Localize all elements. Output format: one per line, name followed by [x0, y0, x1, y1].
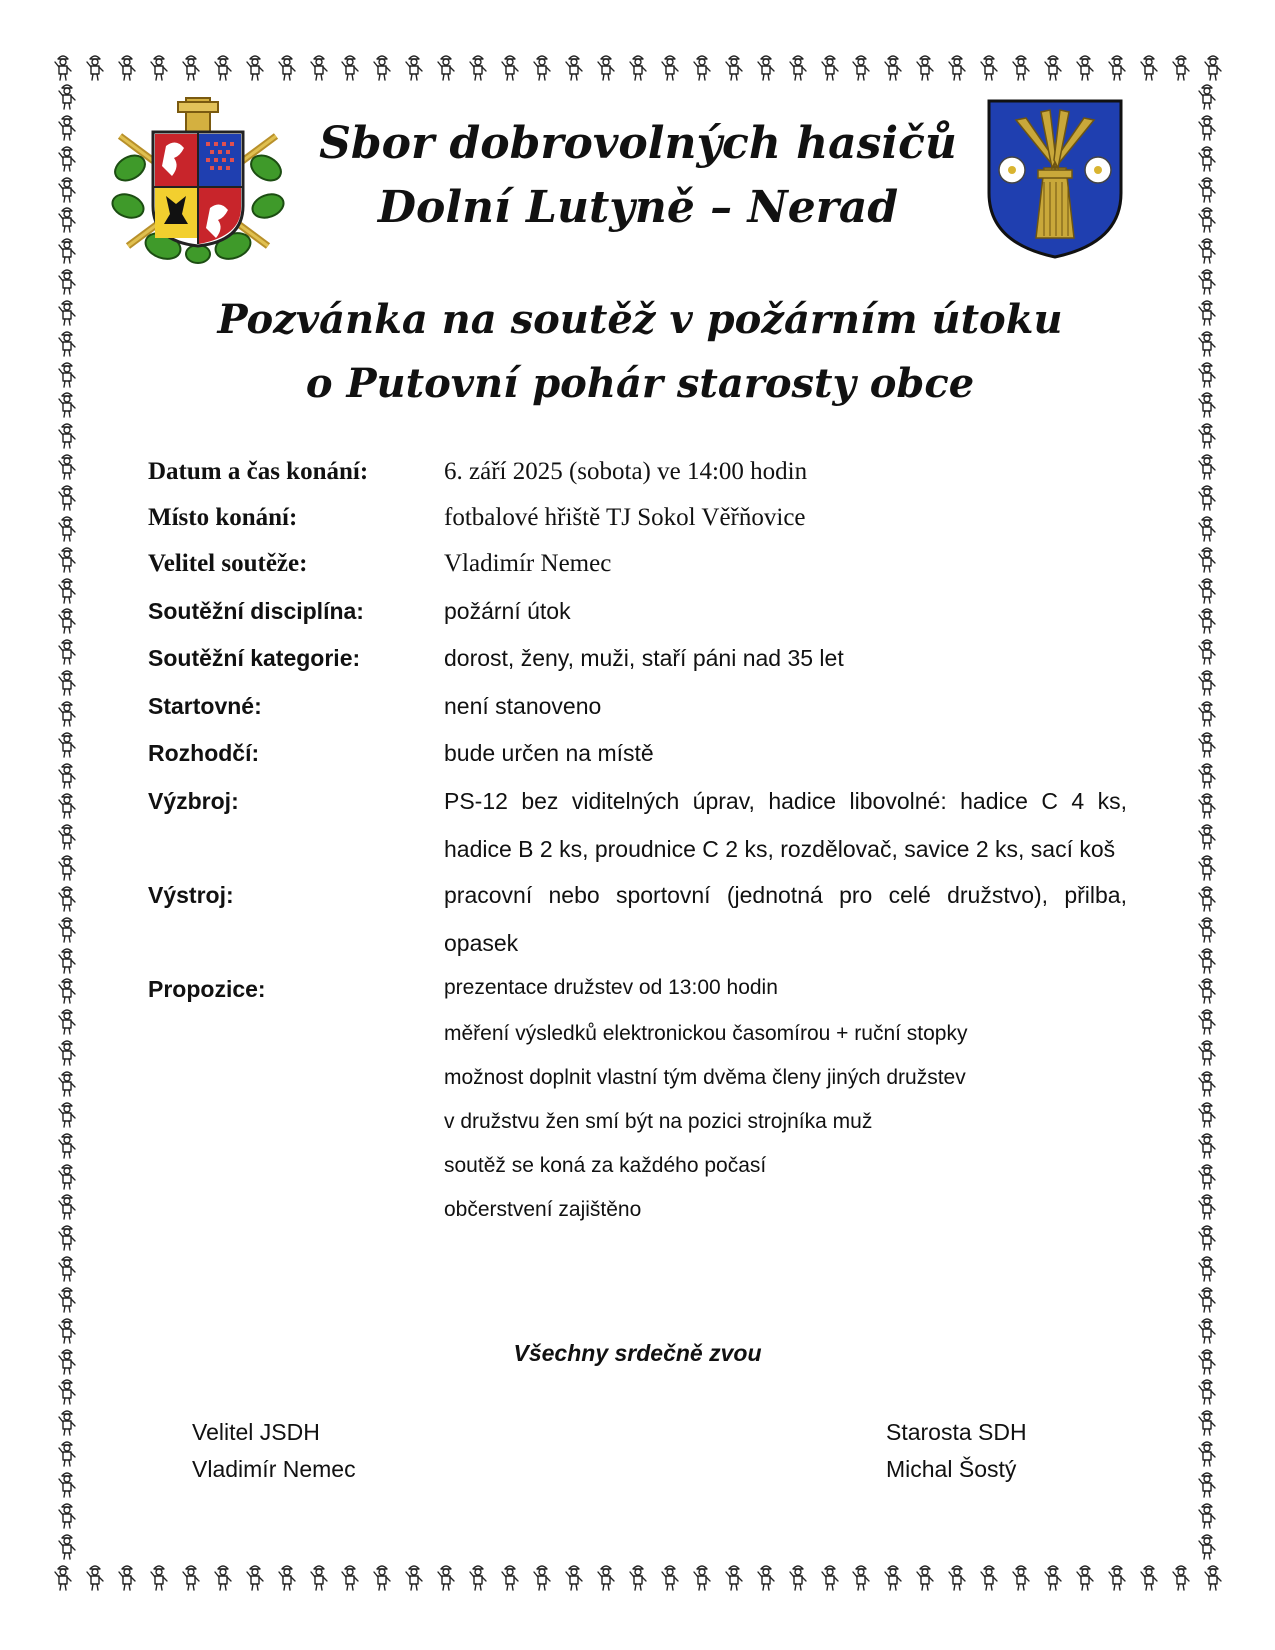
firefighter-figure-icon [1196, 1131, 1218, 1159]
firefighter-figure-icon [1196, 1162, 1218, 1190]
firefighter-figure-icon [1196, 668, 1218, 696]
firefighter-figure-icon [56, 1470, 78, 1498]
firefighter-figure-icon [978, 1563, 1000, 1591]
firefighter-figure-icon [1196, 791, 1218, 819]
firefighter-figure-icon [56, 236, 78, 264]
firefighter-figure-icon [371, 53, 393, 81]
firefighter-figure-icon [1196, 730, 1218, 758]
detail-label: Propozice: [148, 976, 266, 1002]
invitation-title-line1: Pozvánka na soutěž v požárním útoku [217, 296, 1063, 343]
detail-value: Vladimír Nemec [444, 550, 612, 577]
firefighter-figure-icon [1138, 1563, 1160, 1591]
firefighter-figure-icon [84, 53, 106, 81]
firefighter-figure-icon [52, 1563, 74, 1591]
firefighter-figure-icon [56, 82, 78, 110]
firefighter-figure-icon [1196, 1223, 1218, 1251]
firefighter-figure-icon [1196, 915, 1218, 943]
firefighter-figure-icon [1196, 298, 1218, 326]
firefighter-figure-icon [56, 1100, 78, 1128]
detail-value-line2: opasek [444, 930, 519, 956]
border-left [50, 82, 84, 1560]
firefighter-figure-icon [1196, 1192, 1218, 1220]
firefighter-figure-icon [84, 1563, 106, 1591]
firefighter-figure-icon [595, 1563, 617, 1591]
firefighter-figure-icon [1196, 1532, 1218, 1560]
firefighter-figure-icon [659, 1563, 681, 1591]
signature-name: Michal Šostý [886, 1456, 1017, 1482]
firefighter-figure-icon [56, 329, 78, 357]
firefighter-figure-icon [787, 53, 809, 81]
firefighter-figure-icon [1196, 144, 1218, 172]
firefighter-figure-icon [56, 606, 78, 634]
firefighter-figure-icon [1196, 267, 1218, 295]
firefighter-figure-icon [499, 53, 521, 81]
detail-value-line1: pracovní nebo sportovní (jednotná pro celé družstvo), přilba, [444, 882, 1127, 908]
firefighter-figure-icon [1202, 1563, 1224, 1591]
firefighter-figure-icon [403, 53, 425, 81]
invitation-title [190, 288, 1090, 416]
firefighter-figure-icon [56, 1069, 78, 1097]
firefighter-figure-icon [914, 1563, 936, 1591]
firefighter-figure-icon [56, 205, 78, 233]
firefighter-figure-icon [1196, 545, 1218, 573]
firefighter-figure-icon [946, 1563, 968, 1591]
firefighter-figure-icon [56, 791, 78, 819]
firefighter-figure-icon [1196, 390, 1218, 418]
closing-invitation: Všechny srdečně zvou [513, 1340, 762, 1366]
firefighter-figure-icon [56, 915, 78, 943]
organization-name: Sbor dobrovolných hasičů [319, 118, 957, 169]
proposition-text: soutěž se koná za každého počasí [444, 1154, 767, 1177]
firefighter-figure-icon [148, 53, 170, 81]
firefighter-figure-icon [371, 1563, 393, 1591]
firefighter-figure-icon [1170, 1563, 1192, 1591]
firefighter-figure-icon [1196, 822, 1218, 850]
detail-label: Startovné: [148, 693, 262, 719]
firefighter-figure-icon [1196, 236, 1218, 264]
firefighter-figure-icon [1196, 1408, 1218, 1436]
firefighter-figure-icon [882, 1563, 904, 1591]
firefighter-figure-icon [56, 452, 78, 480]
invitation-title-line2: o Putovní pohár starosty obce [305, 360, 975, 407]
firefighter-figure-icon [627, 53, 649, 81]
firefighter-figure-icon [56, 267, 78, 295]
firefighter-figure-icon [1196, 761, 1218, 789]
firefighter-figure-icon [1196, 1501, 1218, 1529]
firefighter-figure-icon [1138, 53, 1160, 81]
organization-header [300, 112, 976, 240]
firefighter-figure-icon [563, 1563, 585, 1591]
firefighter-figure-icon [1196, 1377, 1218, 1405]
firefighter-figure-icon [1106, 53, 1128, 81]
firefighter-figure-icon [499, 1563, 521, 1591]
firefighter-figure-icon [1196, 1254, 1218, 1282]
firefighter-figure-icon [467, 53, 489, 81]
proposition-text: měření výsledků elektronickou časomírou + ruční stopky [444, 1022, 968, 1045]
firefighter-figure-icon [56, 576, 78, 604]
firefighter-figure-icon [755, 53, 777, 81]
firefighter-figure-icon [1010, 53, 1032, 81]
proposition-text: občerstvení zajištěno [444, 1198, 642, 1221]
firefighter-figure-icon [819, 53, 841, 81]
firefighter-figure-icon [56, 545, 78, 573]
firefighter-figure-icon [56, 761, 78, 789]
firefighter-figure-icon [339, 1563, 361, 1591]
firefighter-figure-icon [56, 1038, 78, 1066]
firefighter-figure-icon [403, 1563, 425, 1591]
firefighter-figure-icon [1196, 976, 1218, 1004]
detail-value: 6. září 2025 (sobota) ve 14:00 hodin [444, 458, 808, 485]
firefighter-figure-icon [56, 699, 78, 727]
firefighter-figure-icon [531, 53, 553, 81]
detail-value: dorost, ženy, muži, staří páni nad 35 let [444, 645, 844, 671]
firefighter-figure-icon [1196, 1470, 1218, 1498]
firefighter-figure-icon [1196, 514, 1218, 542]
firefighter-figure-icon [56, 514, 78, 542]
firefighter-figure-icon [276, 1563, 298, 1591]
firefighter-figure-icon [467, 1563, 489, 1591]
firefighter-figure-icon [56, 421, 78, 449]
border-top [52, 50, 1224, 84]
firefighter-figure-icon [56, 144, 78, 172]
firefighter-figure-icon [308, 1563, 330, 1591]
firefighter-figure-icon [1074, 1563, 1096, 1591]
detail-value: není stanoveno [444, 693, 602, 719]
firefighter-figure-icon [56, 730, 78, 758]
firefighter-figure-icon [1196, 483, 1218, 511]
firefighter-figure-icon [56, 976, 78, 1004]
firefighter-figure-icon [723, 53, 745, 81]
firefighter-figure-icon [56, 1439, 78, 1467]
firefighter-figure-icon [56, 1408, 78, 1436]
firefighter-figure-icon [1074, 53, 1096, 81]
detail-label: Velitel soutěže: [148, 550, 308, 577]
firefighter-figure-icon [180, 1563, 202, 1591]
firefighter-figure-icon [1196, 1100, 1218, 1128]
firefighter-figure-icon [1170, 53, 1192, 81]
firefighter-figure-icon [56, 1532, 78, 1560]
firefighter-figure-icon [1196, 606, 1218, 634]
firefighter-figure-icon [1196, 1285, 1218, 1313]
firefighter-figure-icon [56, 1007, 78, 1035]
firefighter-figure-icon [56, 1162, 78, 1190]
firefighter-figure-icon [1106, 1563, 1128, 1591]
firefighter-figure-icon [56, 298, 78, 326]
firefighter-figure-icon [339, 53, 361, 81]
firefighter-figure-icon [308, 53, 330, 81]
firefighter-figure-icon [563, 53, 585, 81]
firefighter-figure-icon [56, 1285, 78, 1313]
detail-label: Soutěžní kategorie: [148, 645, 361, 671]
firefighter-figure-icon [1196, 884, 1218, 912]
firefighter-figure-icon [56, 1131, 78, 1159]
firefighter-figure-icon [1196, 699, 1218, 727]
firefighter-figure-icon [723, 1563, 745, 1591]
firefighter-figure-icon [148, 1563, 170, 1591]
firefighter-figure-icon [691, 53, 713, 81]
firefighter-figure-icon [56, 390, 78, 418]
firefighter-figure-icon [850, 53, 872, 81]
firefighter-figure-icon [56, 1254, 78, 1282]
firefighter-figure-icon [56, 946, 78, 974]
firefighter-figure-icon [435, 1563, 457, 1591]
firefighter-figure-icon [52, 53, 74, 81]
firefighter-figure-icon [1196, 1069, 1218, 1097]
firefighter-figure-icon [244, 53, 266, 81]
firefighter-figure-icon [1196, 175, 1218, 203]
detail-label: Datum a čas konání: [148, 458, 369, 485]
detail-value: bude určen na místě [444, 740, 654, 766]
detail-value: fotbalové hřiště TJ Sokol Věřňovice [444, 504, 806, 531]
firefighter-figure-icon [180, 53, 202, 81]
firefighter-figure-icon [787, 1563, 809, 1591]
firefighter-figure-icon [1202, 53, 1224, 81]
firefighter-figure-icon [1196, 576, 1218, 604]
firefighter-figure-icon [1196, 452, 1218, 480]
firefighter-figure-icon [1196, 853, 1218, 881]
firefighter-figure-icon [1196, 113, 1218, 141]
firefighter-figure-icon [244, 1563, 266, 1591]
detail-value-line2: hadice B 2 ks, proudnice C 2 ks, rozdělovač, savice 2 ks, sací koš [444, 836, 1116, 862]
firefighter-figure-icon [56, 884, 78, 912]
organization-location: Dolní Lutyně – Nerad [377, 182, 899, 233]
firefighter-figure-icon [56, 637, 78, 665]
firefighter-figure-icon [1010, 1563, 1032, 1591]
firefighter-figure-icon [56, 483, 78, 511]
firefighter-figure-icon [56, 668, 78, 696]
firefighter-figure-icon [1042, 53, 1064, 81]
firefighter-figure-icon [56, 822, 78, 850]
firefighter-figure-icon [882, 53, 904, 81]
firefighter-figure-icon [56, 1223, 78, 1251]
firefighter-emblem-logo [108, 96, 288, 266]
firefighter-figure-icon [212, 1563, 234, 1591]
firefighter-figure-icon [56, 360, 78, 388]
detail-label: Rozhodčí: [148, 740, 260, 766]
detail-label: Výstroj: [148, 882, 234, 908]
firefighter-figure-icon [946, 53, 968, 81]
firefighter-figure-icon [1196, 637, 1218, 665]
firefighter-figure-icon [1196, 205, 1218, 233]
firefighter-figure-icon [1196, 1439, 1218, 1467]
firefighter-figure-icon [56, 175, 78, 203]
firefighter-figure-icon [1196, 360, 1218, 388]
proposition-text: prezentace družstev od 13:00 hodin [444, 976, 778, 999]
firefighter-figure-icon [56, 113, 78, 141]
firefighter-figure-icon [1196, 946, 1218, 974]
firefighter-figure-icon [116, 1563, 138, 1591]
detail-value: požární útok [444, 598, 571, 624]
firefighter-figure-icon [212, 53, 234, 81]
signature-role: Starosta SDH [886, 1419, 1027, 1445]
detail-label: Místo konání: [148, 504, 298, 531]
firefighter-figure-icon [1042, 1563, 1064, 1591]
firefighter-figure-icon [116, 53, 138, 81]
border-right [1190, 82, 1224, 1560]
signature-right [886, 1414, 1027, 1488]
municipality-coat-of-arms-logo [986, 98, 1124, 260]
signature-name: Vladimír Nemec [192, 1456, 356, 1482]
firefighter-figure-icon [755, 1563, 777, 1591]
firefighter-figure-icon [1196, 1007, 1218, 1035]
firefighter-figure-icon [531, 1563, 553, 1591]
firefighter-figure-icon [56, 853, 78, 881]
detail-label: Výzbroj: [148, 788, 239, 814]
firefighter-figure-icon [1196, 329, 1218, 357]
proposition-text: možnost doplnit vlastní tým dvěma členy jiných družstev [444, 1066, 966, 1089]
firefighter-figure-icon [56, 1377, 78, 1405]
detail-label: Soutěžní disciplína: [148, 598, 364, 624]
firefighter-figure-icon [435, 53, 457, 81]
firefighter-figure-icon [819, 1563, 841, 1591]
firefighter-figure-icon [276, 53, 298, 81]
firefighter-figure-icon [1196, 82, 1218, 110]
border-bottom [52, 1560, 1224, 1594]
firefighter-figure-icon [1196, 1038, 1218, 1066]
firefighter-figure-icon [56, 1192, 78, 1220]
firefighter-figure-icon [1196, 421, 1218, 449]
firefighter-figure-icon [914, 53, 936, 81]
firefighter-figure-icon [595, 53, 617, 81]
firefighter-figure-icon [691, 1563, 713, 1591]
firefighter-figure-icon [850, 1563, 872, 1591]
detail-value-line1: PS-12 bez viditelných úprav, hadice libovolné: hadice C 4 ks, [444, 788, 1127, 814]
firefighter-figure-icon [56, 1501, 78, 1529]
proposition-text: v družstvu žen smí být na pozici strojníka muž [444, 1110, 873, 1133]
firefighter-figure-icon [659, 53, 681, 81]
signature-left [192, 1414, 356, 1488]
signature-role: Velitel JSDH [192, 1419, 320, 1445]
firefighter-figure-icon [627, 1563, 649, 1591]
firefighter-figure-icon [978, 53, 1000, 81]
